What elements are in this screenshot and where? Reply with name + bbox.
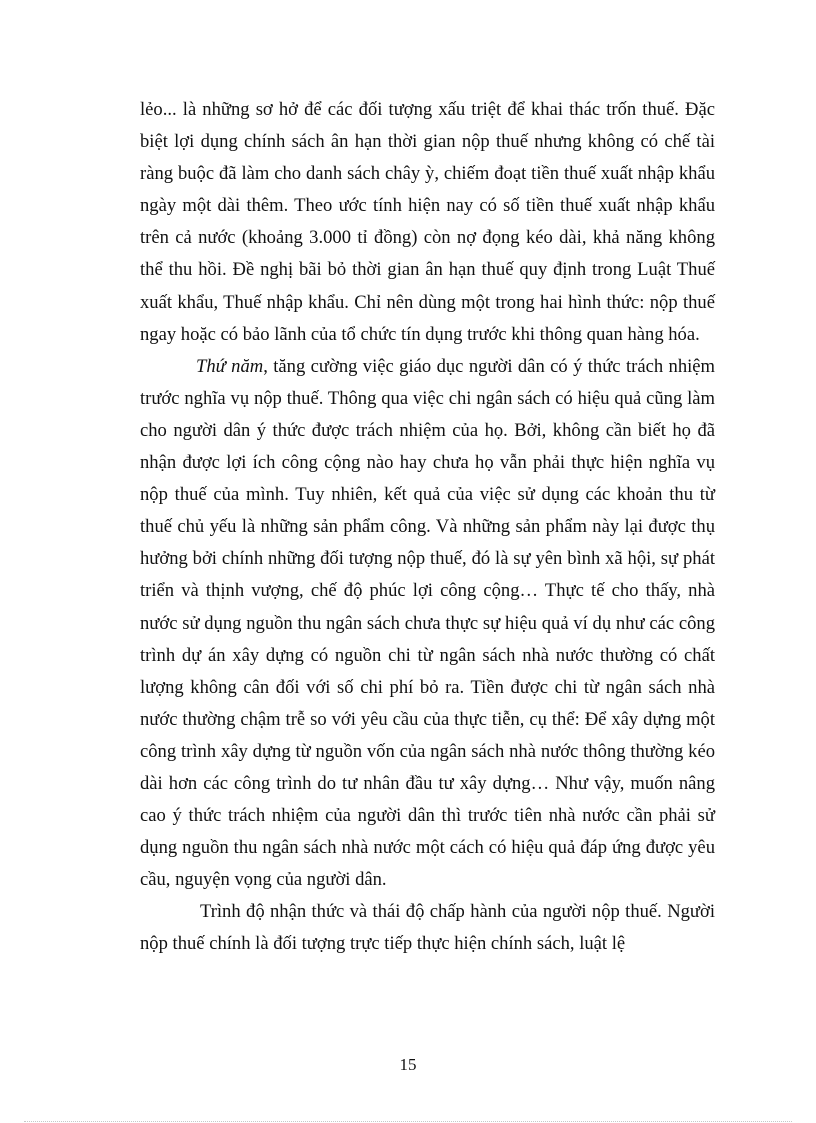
paragraph-body: , tăng cường việc giáo dục người dân có ý thức trách nhiệm trước nghĩa vụ nộp thuế. Thông qua việc chi ngân sách có hiệu quả cũng làm cho người dân ý thức được trách nhiệm của họ. Bởi, không cần biết họ đã nhận được lợi ích công cộng nào hay chưa họ vẫn phải thực hiện nghĩa vụ nộp thuế của mình. Tuy nhiên, kết quả của việc sử dụng các khoản thu từ thuế chủ yếu là những sản phẩm công. Và những sản phẩm này lại được thụ hưởng bởi chính những đối tượng nộp thuế, đó là sự yên bình xã hội, sự phát triển và thịnh vượng, chế độ phúc lợi công cộng… Thực tế cho thấy, nhà nước sử dụng nguồn thu ngân sách chưa thực sự hiệu quả ví dụ như các công trình dự án xây dựng có nguồn chi từ ngân sách nhà nước thường có chất lượng không cân đối với số chi phí bỏ ra. Tiền được chi từ ngân sách nhà nước thường chậm trễ so với yêu cầu của thực tiễn, cụ thể: Để xây dựng một công trình xây dựng từ nguồn vốn của ngân sách nhà nước thông thường kéo dài hơn các công trình do tư nhân đầu tư xây dựng… Như vậy, muốn nâng cao ý thức trách nhiệm của người dân thì trước tiên nhà nước cần phải sử dụng nguồn thu ngân sách nhà nước một cách có hiệu quả đáp ứng được yêu cầu, nguyện vọng của người dân. — [140, 355, 715, 891]
page-bottom-divider — [24, 1121, 792, 1122]
body-text — [140, 94, 715, 961]
paragraph-thu-nam — [140, 351, 715, 897]
page-number: 15 — [399, 1055, 417, 1074]
paragraph-continuation: lẻo... là những sơ hở để các đối tượng xấu triệt để khai thác trốn thuế. Đặc biệt lợi dụng chính sách ân hạn thời gian nộp thuế nhưng không có chế tài ràng buộc đã làm cho danh sách chây ỳ, chiếm đoạt tiền thuế xuất nhập khẩu ngày một dài thêm. Theo ước tính hiện nay có số tiền thuế xuất nhập khẩu trên cả nước (khoảng 3.000 tỉ đồng) còn nợ đọng kéo dài, khả năng không thể thu hồi. Đề nghị bãi bỏ thời gian ân hạn thuế quy định trong Luật Thuế xuất khẩu, Thuế nhập khẩu. Chỉ nên dùng một trong hai hình thức: nộp thuế ngay hoặc có bảo lãnh của tổ chức tín dụng trước khi thông quan hàng hóa. — [140, 99, 715, 345]
paragraph-lead-italic: Thứ năm — [196, 355, 264, 377]
paragraph-trinh-do: Trình độ nhận thức và thái độ chấp hành của người nộp thuế. Người nộp thuế chính là đối tượng trực tiếp thực hiện chính sách, luật lệ — [140, 901, 715, 955]
